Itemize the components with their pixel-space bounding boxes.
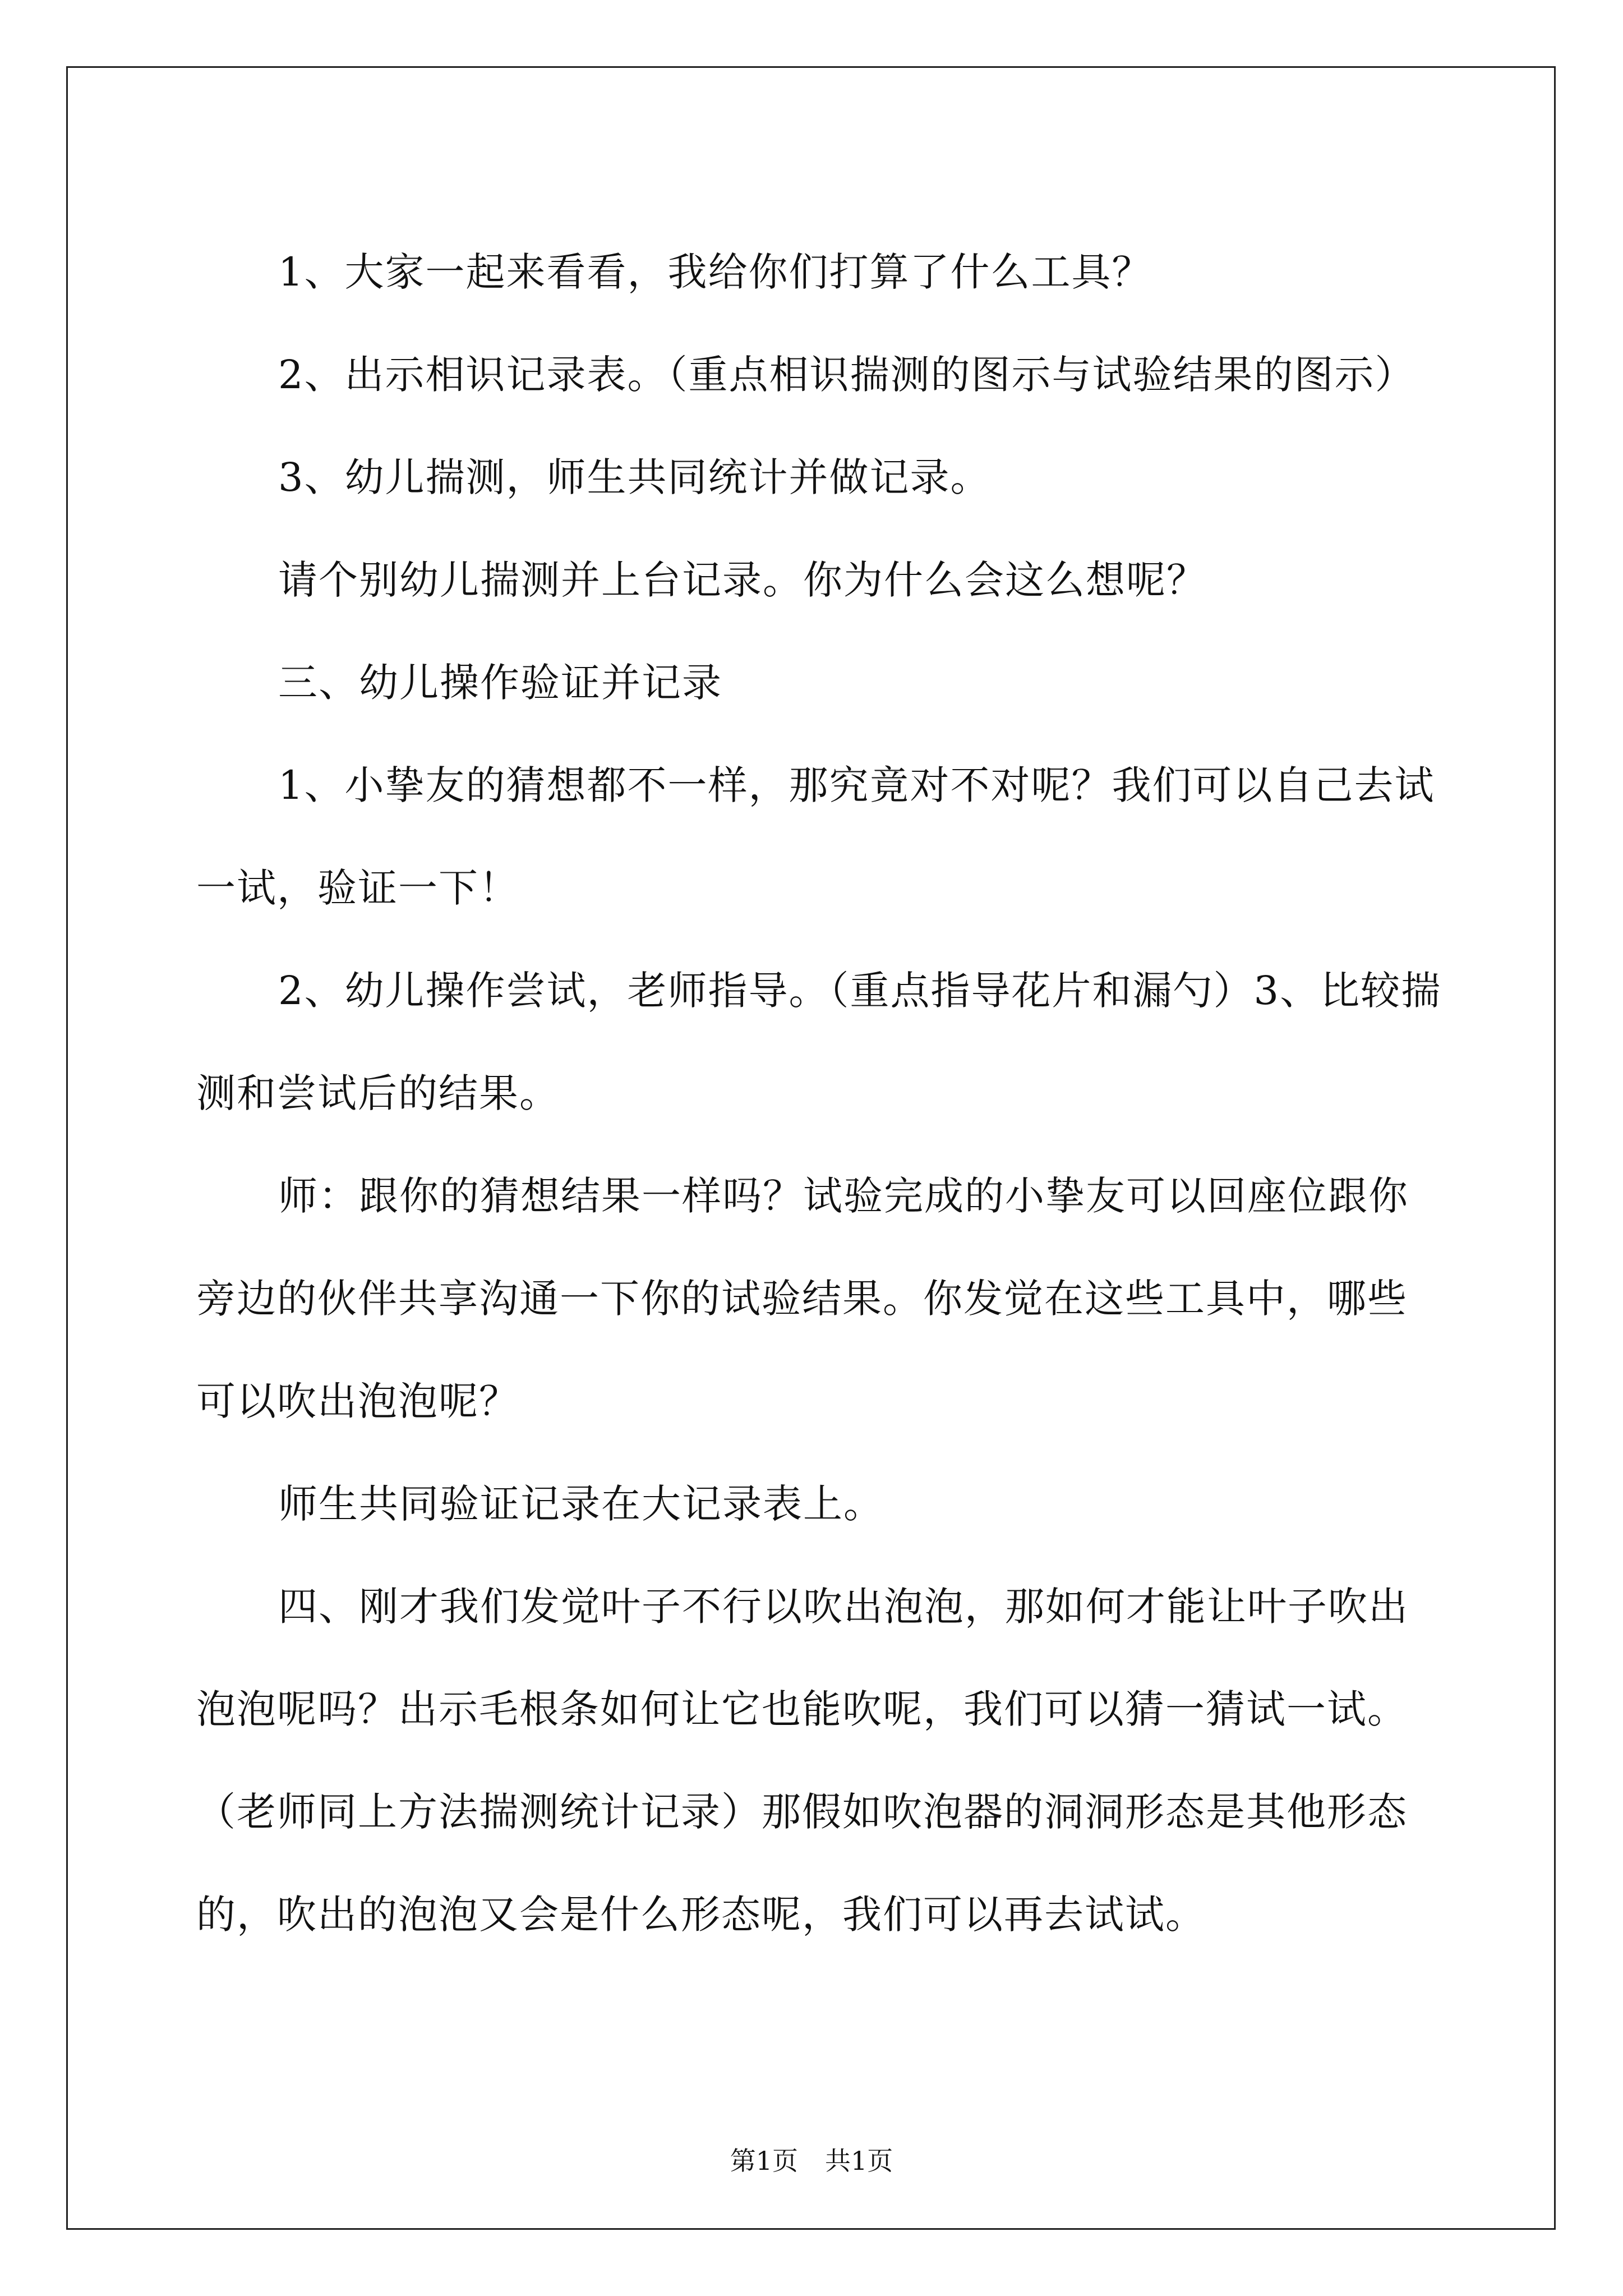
- paragraph-line: （老师同上方法揣测统计记录）那假如吹泡器的洞洞形态是其他形态: [196, 1789, 1408, 1835]
- paragraph-line: 师生共同验证记录在大记录表上。: [278, 1481, 884, 1527]
- paragraph-line: 师：跟你的猜想结果一样吗？试验完成的小挚友可以回座位跟你: [278, 1173, 1409, 1219]
- document-body: [196, 221, 1442, 1966]
- page-footer: [0, 2144, 1623, 2178]
- page-number-current: 第1页: [730, 2146, 798, 2176]
- paragraph-line: 1、大家一起来看看，我给你们打算了什么工具？: [278, 249, 1152, 295]
- paragraph-line: 四、刚才我们发觉叶子不行以吹出泡泡，那如何才能让叶子吹出: [278, 1584, 1409, 1630]
- paragraph-line: 一试，验证一下！: [196, 865, 519, 911]
- paragraph-line: 2、幼儿操作尝试，老师指导。（重点指导花片和漏勺）3、比较揣: [278, 968, 1442, 1014]
- paragraph-line: 的，吹出的泡泡又会是什么形态呢，我们可以再去试试。: [196, 1892, 1206, 1938]
- paragraph-line: 请个别幼儿揣测并上台记录。你为什么会这么想呢？: [278, 557, 1207, 603]
- paragraph-line: 旁边的伙伴共享沟通一下你的试验结果。你发觉在这些工具中，哪些: [196, 1276, 1408, 1322]
- paragraph-line: 可以吹出泡泡呢？: [196, 1378, 519, 1424]
- paragraph-line: 1、小挚友的猜想都不一样，那究竟对不对呢？我们可以自己去试: [278, 762, 1435, 808]
- paragraph-line: 测和尝试后的结果。: [196, 1070, 560, 1116]
- paragraph-line: 2、出示相识记录表。（重点相识揣测的图示与试验结果的图示）: [278, 352, 1415, 398]
- paragraph-line: 3、幼儿揣测，师生共同统计并做记录。: [278, 454, 991, 500]
- section-heading: 三、幼儿操作验证并记录: [278, 660, 722, 706]
- paragraph-line: 泡泡呢吗？出示毛根条如何让它也能吹呢，我们可以猜一猜试一试。: [196, 1686, 1408, 1732]
- page-number-total: 共1页: [825, 2146, 893, 2176]
